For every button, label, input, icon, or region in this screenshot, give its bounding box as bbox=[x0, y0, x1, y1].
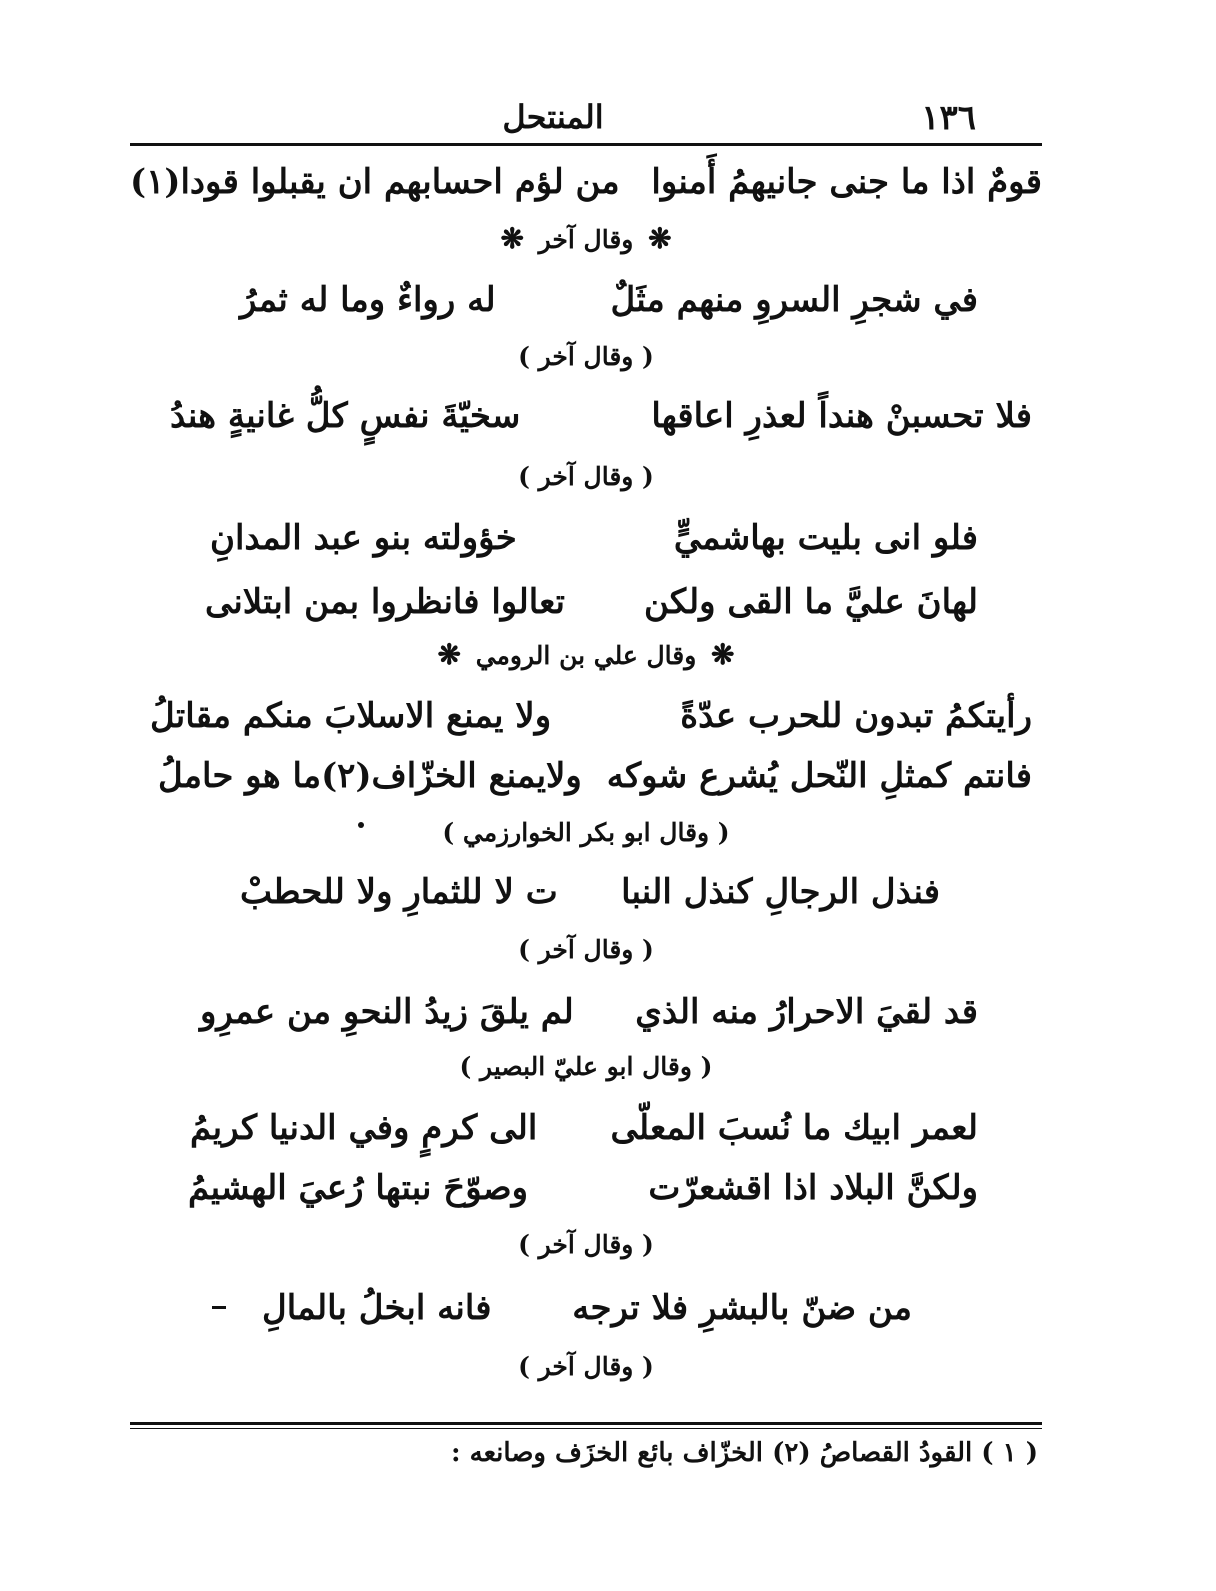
verse-second-hemistich: ولايمنع الخزّاف(٢)ما هو حاملُ bbox=[158, 756, 582, 796]
verse-line bbox=[240, 280, 978, 326]
poet-caption bbox=[130, 818, 1042, 847]
verse-second-hemistich: له رواءٌ وما له ثمرُ bbox=[240, 280, 496, 320]
ornament-star-icon: ❋ bbox=[648, 222, 672, 255]
verse-first-hemistich: قومٌ اذا ما جنى جانيهمُ أَمنوا bbox=[651, 162, 1042, 202]
verse-second-hemistich: تعالوا فانظروا بمن ابتلانى bbox=[205, 582, 565, 622]
verse-line bbox=[170, 396, 1032, 442]
verse-second-hemistich: فانه ابخلُ بالمالِ bbox=[262, 1288, 492, 1328]
verse-first-hemistich: فنذل الرجالِ كنذل النبا bbox=[621, 872, 940, 912]
verse-first-hemistich: قد لقيَ الاحرارُ منه الذي bbox=[635, 992, 978, 1032]
caption-text: ( وقال ابو عليّ البصير ) bbox=[459, 1052, 713, 1081]
poet-caption bbox=[130, 935, 1042, 964]
ornament-star-icon: ❋ bbox=[500, 222, 524, 255]
verse-line bbox=[158, 756, 1032, 802]
footnote-rule-thin bbox=[130, 1428, 1042, 1429]
verse-second-hemistich: لم يلقَ زيدُ النحوِ من عمرِو bbox=[200, 992, 574, 1032]
verse-line bbox=[262, 1288, 912, 1334]
verse-second-hemistich: من لؤم احسابهم ان يقبلوا قودا(١) bbox=[130, 162, 620, 202]
verse-line bbox=[205, 582, 978, 628]
ornament-star-icon: ❋ bbox=[711, 638, 735, 671]
poet-caption bbox=[130, 638, 1042, 671]
caption-text: ( وقال آخر ) bbox=[518, 1352, 654, 1381]
caption-text: وقال آخر bbox=[538, 225, 634, 254]
caption-text: ( وقال آخر ) bbox=[518, 935, 654, 964]
footnote: ( ١ ) القودُ القصاصُ (٢) الخزّاف بائع الخزَف وصانعه : bbox=[451, 1438, 1038, 1468]
page-number: ١٣٦ bbox=[921, 98, 976, 138]
footnote-rule bbox=[130, 1422, 1042, 1425]
poet-caption bbox=[130, 342, 1042, 371]
poet-caption bbox=[130, 1352, 1042, 1381]
verse-first-hemistich: لهانَ عليَّ ما القى ولكن bbox=[644, 582, 978, 622]
verse-second-hemistich: وصوّحَ نبتها رُعيَ الهشيمُ bbox=[188, 1168, 529, 1208]
running-title: المنتحل bbox=[502, 98, 604, 136]
caption-text: ( وقال آخر ) bbox=[518, 1230, 654, 1259]
stray-dash-mark bbox=[212, 1306, 226, 1309]
verse-first-hemistich: في شجرِ السروِ منهم مثَلٌ bbox=[610, 280, 978, 320]
verse-second-hemistich: ت لا للثمارِ ولا للحطبْ bbox=[240, 872, 558, 912]
verse-first-hemistich: من ضنّ بالبشرِ فلا ترجه bbox=[572, 1288, 912, 1328]
poet-caption bbox=[130, 462, 1042, 491]
verse-line bbox=[210, 518, 978, 564]
verse-line bbox=[190, 1108, 978, 1154]
poet-caption bbox=[130, 1230, 1042, 1259]
poet-caption bbox=[130, 1052, 1042, 1081]
verse-first-hemistich: رأيتكمُ تبدون للحرب عدّةً bbox=[680, 696, 1032, 736]
page-header bbox=[130, 92, 976, 140]
verse-first-hemistich: لعمر ابيك ما نُسبَ المعلّى bbox=[610, 1108, 978, 1148]
verse-second-hemistich: سخيّةَ نفسٍ كلُّ غانيةٍ هندُ bbox=[170, 396, 521, 436]
verse-line bbox=[130, 162, 1042, 208]
verse-line bbox=[188, 1168, 978, 1214]
caption-text: ( وقال آخر ) bbox=[518, 462, 654, 491]
verse-line bbox=[240, 872, 940, 918]
caption-text: ( وقال ابو بكر الخوارزمي ) bbox=[442, 818, 730, 847]
caption-text: وقال علي بن الرومي bbox=[475, 641, 697, 670]
verse-second-hemistich: ولا يمنع الاسلابَ منكم مقاتلُ bbox=[150, 696, 552, 736]
verse-second-hemistich: خؤولته بنو عبد المدانِ bbox=[210, 518, 517, 558]
verse-first-hemistich: فلا تحسبنْ هنداً لعذرِ اعاقها bbox=[651, 396, 1032, 436]
verse-second-hemistich: الى كرمٍ وفي الدنيا كريمُ bbox=[190, 1108, 538, 1148]
header-rule bbox=[130, 143, 1042, 146]
poet-caption bbox=[130, 222, 1042, 255]
verse-first-hemistich: فلو انى بليت بهاشميٍّ bbox=[673, 518, 978, 558]
verse-first-hemistich: فانتم كمثلِ النّحل يُشرع شوكه bbox=[606, 756, 1032, 796]
caption-text: ( وقال آخر ) bbox=[518, 342, 654, 371]
verse-line bbox=[150, 696, 1032, 742]
ornament-star-icon: ❋ bbox=[437, 638, 461, 671]
verse-line bbox=[200, 992, 978, 1038]
verse-first-hemistich: ولكنَّ البلاد اذا اقشعرّت bbox=[648, 1168, 978, 1208]
